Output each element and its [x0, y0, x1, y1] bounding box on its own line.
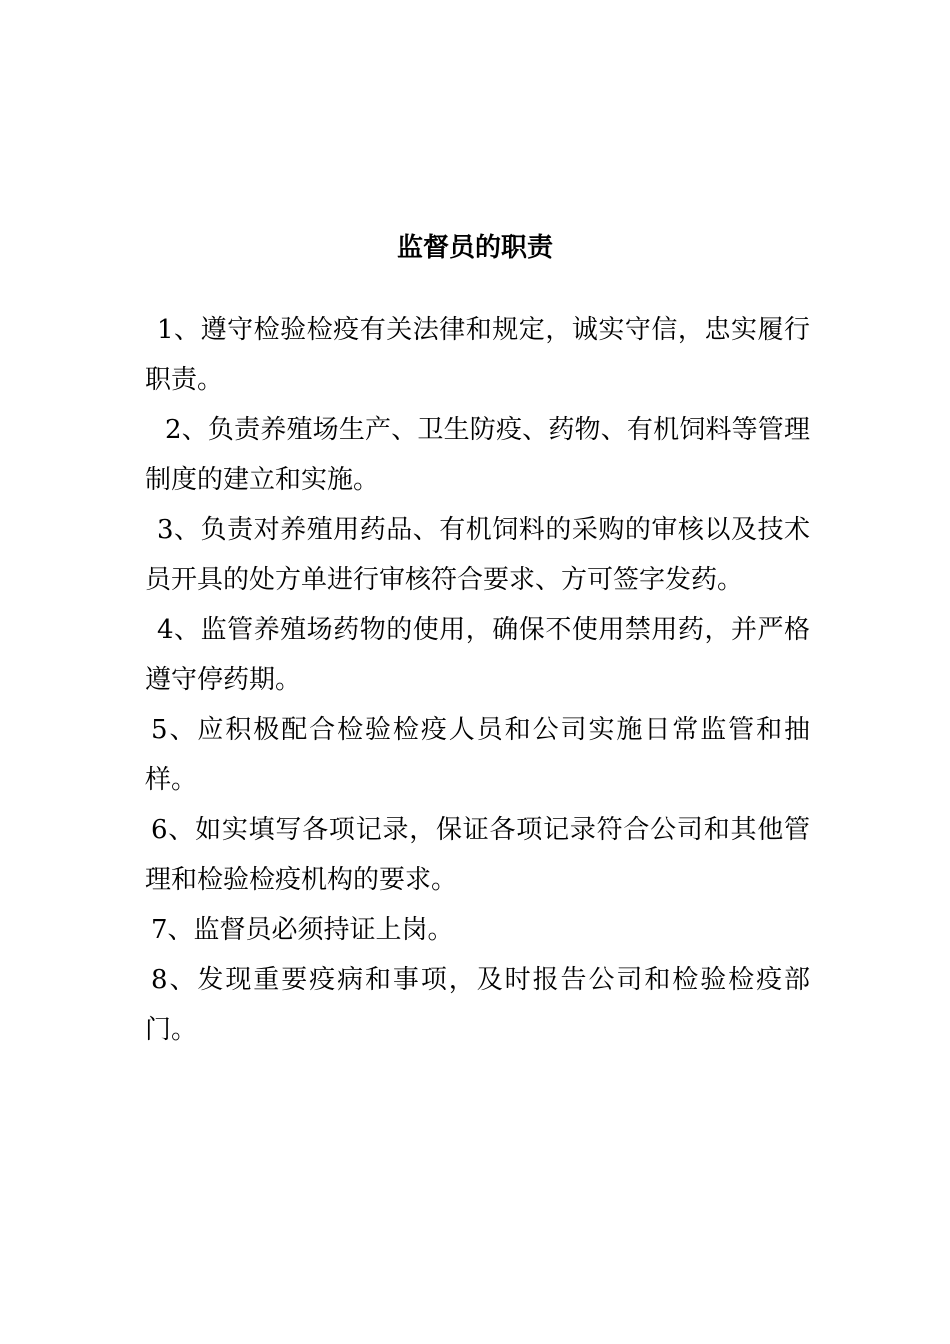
duty-item-1: 1、遵守检验检疫有关法律和规定，诚实守信，忠实履行职责。 — [145, 315, 810, 395]
duty-item-2: 2、负责养殖场生产、卫生防疫、药物、有机饲料等管理制度的建立和实施。 — [145, 415, 810, 495]
duty-item-4: 4、监管养殖场药物的使用，确保不使用禁用药，并严格遵守停药期。 — [145, 615, 810, 695]
document-title: 监督员的职责 — [396, 233, 553, 263]
duty-item-8: 8、发现重要疫病和事项，及时报告公司和检验检疫部门。 — [145, 965, 810, 1045]
duty-item-7: 7、监督员必须持证上岗。 — [151, 915, 454, 945]
document-body — [145, 305, 810, 1055]
duty-item-6: 6、如实填写各项记录，保证各项记录符合公司和其他管理和检验检疫机构的要求。 — [145, 815, 810, 895]
duty-item-5: 5、应积极配合检验检疫人员和公司实施日常监管和抽样。 — [145, 715, 810, 795]
duty-item-3: 3、负责对养殖用药品、有机饲料的采购的审核以及技术员开具的处方单进行审核符合要求、方可签字发药。 — [145, 515, 810, 595]
